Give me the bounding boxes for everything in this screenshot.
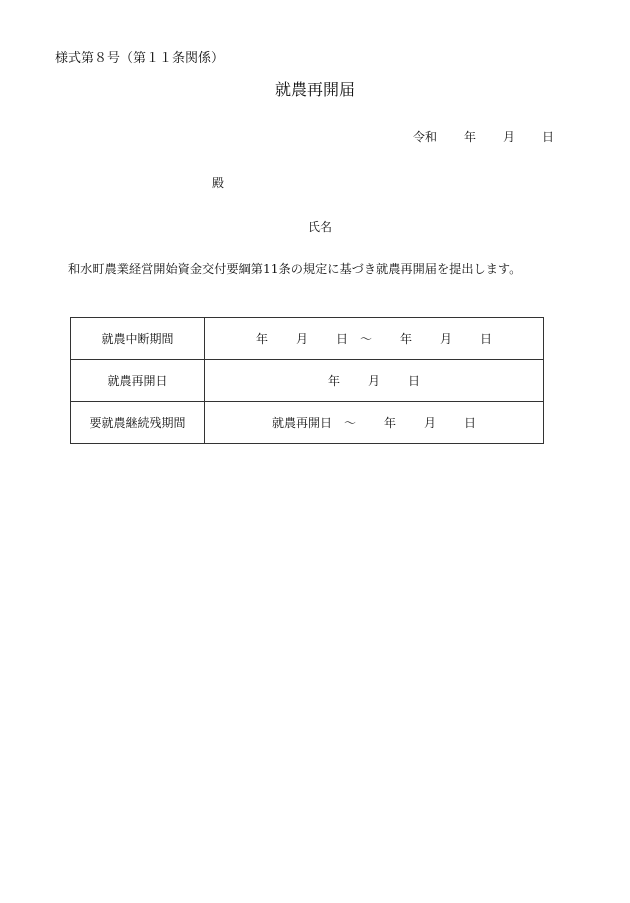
- row-label-suspension-period: 就農中断期間: [71, 318, 205, 360]
- day-unit: 日: [464, 416, 477, 430]
- remaining-period-value: [205, 402, 544, 444]
- tilde-separator: ～: [343, 416, 356, 430]
- month-unit: 月: [440, 332, 453, 346]
- month-unit: 月: [367, 374, 380, 388]
- applicant-name-label: 氏名: [308, 220, 333, 234]
- row-label-remaining-period: 要就農継続残期間: [71, 402, 205, 444]
- date-era: 令和: [413, 130, 438, 144]
- day-unit: 日: [408, 374, 421, 388]
- month-unit: 月: [424, 416, 437, 430]
- declaration-text: 和水町農業経営開始資金交付要綱第11条の規定に基づき就農再開届を提出します。: [68, 262, 522, 276]
- restart-date-value: [205, 360, 544, 402]
- restart-info-table: [70, 317, 544, 444]
- document-title: 就農再開届: [274, 80, 355, 99]
- day-unit: 日: [480, 332, 493, 346]
- date-day-unit: 日: [542, 130, 555, 144]
- date-year-unit: 年: [464, 130, 477, 144]
- year-unit: 年: [255, 332, 268, 346]
- table-row: [71, 360, 544, 402]
- year-unit: 年: [383, 416, 396, 430]
- date-month-unit: 月: [503, 130, 516, 144]
- suspension-period-value: [205, 318, 544, 360]
- month-unit: 月: [295, 332, 308, 346]
- year-unit: 年: [327, 374, 340, 388]
- table-row: [71, 318, 544, 360]
- table-row: [71, 402, 544, 444]
- year-unit: 年: [400, 332, 413, 346]
- submission-date: [413, 128, 554, 145]
- restart-date-prefix: 就農再開日: [271, 416, 332, 430]
- addressee-suffix: 殿: [212, 176, 225, 190]
- row-label-restart-date: 就農再開日: [71, 360, 205, 402]
- tilde-separator: ～: [359, 332, 372, 346]
- day-unit: 日: [335, 332, 348, 346]
- form-number: 様式第８号（第１１条関係）: [55, 51, 225, 66]
